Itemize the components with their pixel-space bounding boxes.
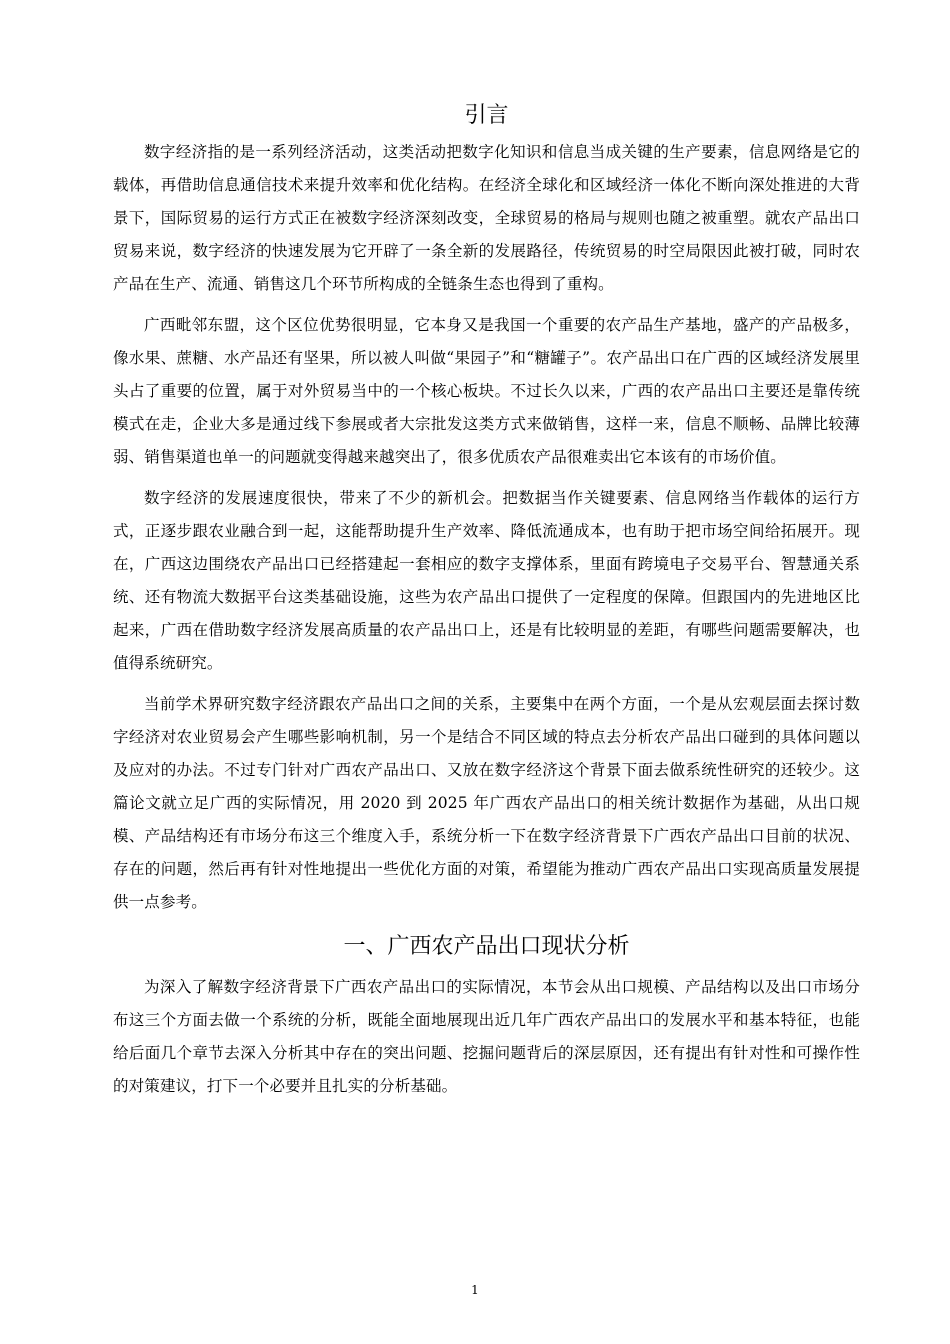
intro-heading: 引言 <box>464 103 509 128</box>
page-number: 1 <box>471 1283 479 1297</box>
page-content <box>113 96 860 1111</box>
section-1-paragraph-1: 为深入了解数字经济背景下广西农产品出口的实际情况，本节会从出口规模、产品结构以及出口市场分布这三个方面去做一个系统的分析，既能全面地展现出近几年广西农产品出口的发展水平和基本特征，也能给后面几个章节去深入分析其中存在的突出问题、挖掘问题背后的深层原因，还有提出有针对性和可操作性的对策建议，打下一个必要并且扎实的分析基础。 <box>113 978 860 1095</box>
intro-paragraph-2: 广西毗邻东盟，这个区位优势很明显，它本身又是我国一个重要的农产品生产基地，盛产的产品极多，像水果、蔗糖、水产品还有坚果，所以被人叫做“果园子”和“糖罐子”。农产品出口在广西的区域经济发展里头占了重要的位置，属于对外贸易当中的一个核心板块。不过长久以来，广西的农产品出口主要还是靠传统模式在走，企业大多是通过线下参展或者大宗批发这类方式来做销售，这样一来，信息不顺畅、品牌比较薄弱、销售渠道也单一的问题就变得越来越突出了，很多优质农产品很难卖出它本该有的市场价值。 <box>113 316 860 466</box>
intro-paragraph-4: 当前学术界研究数字经济跟农产品出口之间的关系，主要集中在两个方面，一个是从宏观层面去探讨数字经济对农业贸易会产生哪些影响机制，另一个是结合不同区域的特点去分析农产品出口碰到的具体问题以及应对的办法。不过专门针对广西农产品出口、又放在数字经济这个背景下面去做系统性研究的还较少。这篇论文就立足广西的实际情况，用 2020 到 2025 年广西农产品出口的相关统计数据作为基础，从出口规模、产品结构还有市场分布这三个维度入手，系统分析一下在数字经济背景下广西农产品出口目前的状况、存在的问题，然后再有针对性地提出一些优化方面的对策，希望能为推动广西农产品出口实现高质量发展提供一点参考。 <box>113 695 860 911</box>
intro-paragraph-1: 数字经济指的是一系列经济活动，这类活动把数字化知识和信息当成关键的生产要素，信息网络是它的载体，再借助信息通信技术来提升效率和优化结构。在经济全球化和区域经济一体化不断向深处推进的大背景下，国际贸易的运行方式正在被数字经济深刻改变，全球贸易的格局与规则也随之被重塑。就农产品出口贸易来说，数字经济的快速发展为它开辟了一条全新的发展路径，传统贸易的时空局限因此被打破，同时农产品在生产、流通、销售这几个环节所构成的全链条生态也得到了重构。 <box>113 143 860 293</box>
intro-paragraph-3: 数字经济的发展速度很快，带来了不少的新机会。把数据当作关键要素、信息网络当作载体的运行方式，正逐步跟农业融合到一起，这能帮助提升生产效率、降低流通成本，也有助于把市场空间给拓展开。现在，广西这边围绕农产品出口已经搭建起一套相应的数字支撑体系，里面有跨境电子交易平台、智慧通关系统、还有物流大数据平台这类基础设施，这些为农产品出口提供了一定程度的保障。但跟国内的先进地区比起来，广西在借助数字经济发展高质量的农产品出口上，还是有比较明显的差距，有哪些问题需要解决，也值得系统研究。 <box>113 489 860 672</box>
section-1-heading: 一、广西农产品出口现状分析 <box>343 934 630 959</box>
